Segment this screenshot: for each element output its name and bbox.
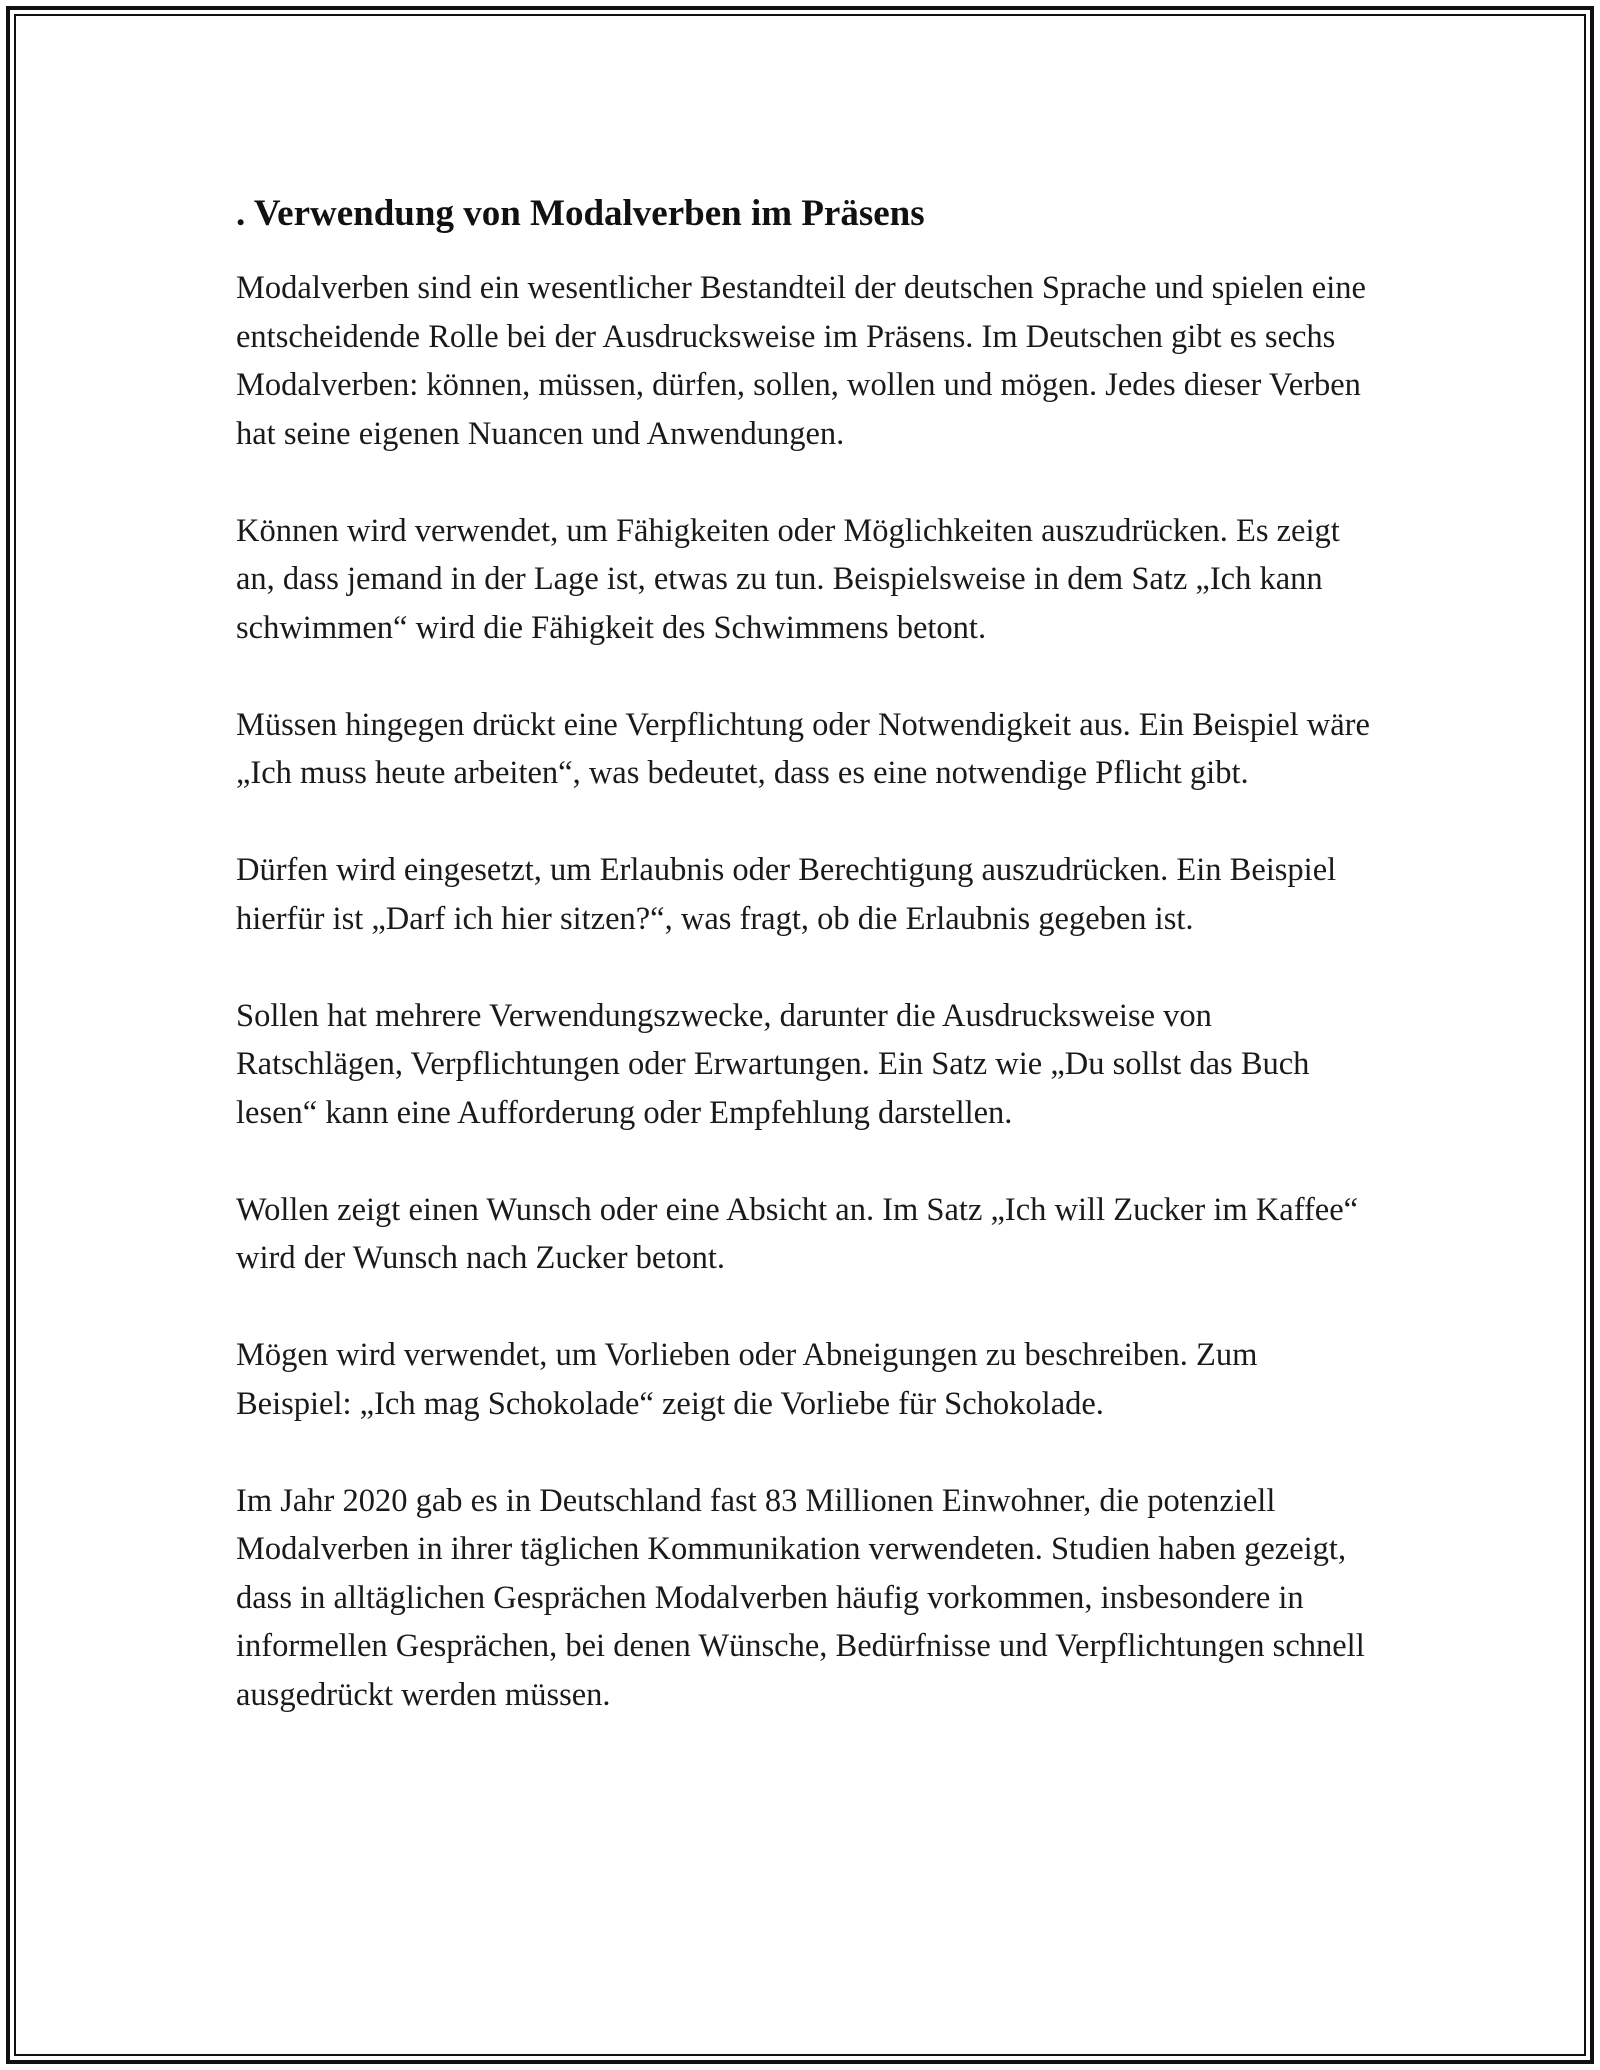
- paragraph-muessen: Müssen hingegen drückt eine Verpflichtung oder Notwendigkeit aus. Ein Beispiel wäre „Ich muss heute arbeiten“, was bedeutet, dass es eine notwendige Pflicht gibt.: [236, 706, 1370, 791]
- paragraph-statistics: Im Jahr 2020 gab es in Deutschland fast 83 Millionen Einwohner, die potenziell Modalverben in ihrer täglichen Kommunikation verwendeten. Studien haben gezeigt, dass in alltäglichen Gesprächen Modalverben häufig vorkommen, insbesondere in informellen Gesprächen, bei denen Wünsche, Bedürfnisse und Verpflichtungen schnell ausgedrückt werden müssen.: [236, 1482, 1365, 1713]
- paragraph-duerfen: Dürfen wird eingesetzt, um Erlaubnis oder Berechtigung auszudrücken. Ein Beispiel hierfür ist „Darf ich hier sitzen?“, was fragt, ob die Erlaubnis gegeben ist.: [236, 852, 1337, 937]
- paragraph-wollen: Wollen zeigt einen Wunsch oder eine Absicht an. Im Satz „Ich will Zucker im Kaffee“ wird der Wunsch nach Zucker betont.: [236, 1191, 1359, 1276]
- paragraph-koennen: Können wird verwendet, um Fähigkeiten oder Möglichkeiten auszudrücken. Es zeigt an, dass jemand in der Lage ist, etwas zu tun. Beispielsweise in dem Satz „Ich kann schwimmen“ wird die Fähigkeit des Schwimmens betont.: [236, 512, 1340, 646]
- paragraph-moegen: Mögen wird verwendet, um Vorlieben oder Abneigungen zu beschreiben. Zum Beispiel: „Ich mag Schokolade“ zeigt die Vorliebe für Schokolade.: [236, 1337, 1258, 1422]
- document-title: . Verwendung von Modalverben im Präsens: [236, 193, 925, 234]
- document-body: [236, 190, 1376, 1768]
- paragraph-intro: Modalverben sind ein wesentlicher Bestandteil der deutschen Sprache und spielen eine entscheidende Rolle bei der Ausdrucksweise im Präsens. Im Deutschen gibt es sechs Modalverben: können, müssen, dürfen, sollen, wollen und mögen. Jedes dieser Verben hat seine eigenen Nuancen und Anwendungen.: [236, 270, 1366, 452]
- paragraph-sollen: Sollen hat mehrere Verwendungszwecke, darunter die Ausdrucksweise von Ratschlägen, Verpflichtungen oder Erwartungen. Ein Satz wie „Du sollst das Buch lesen“ kann eine Aufforderung oder Empfehlung darstellen.: [236, 997, 1310, 1131]
